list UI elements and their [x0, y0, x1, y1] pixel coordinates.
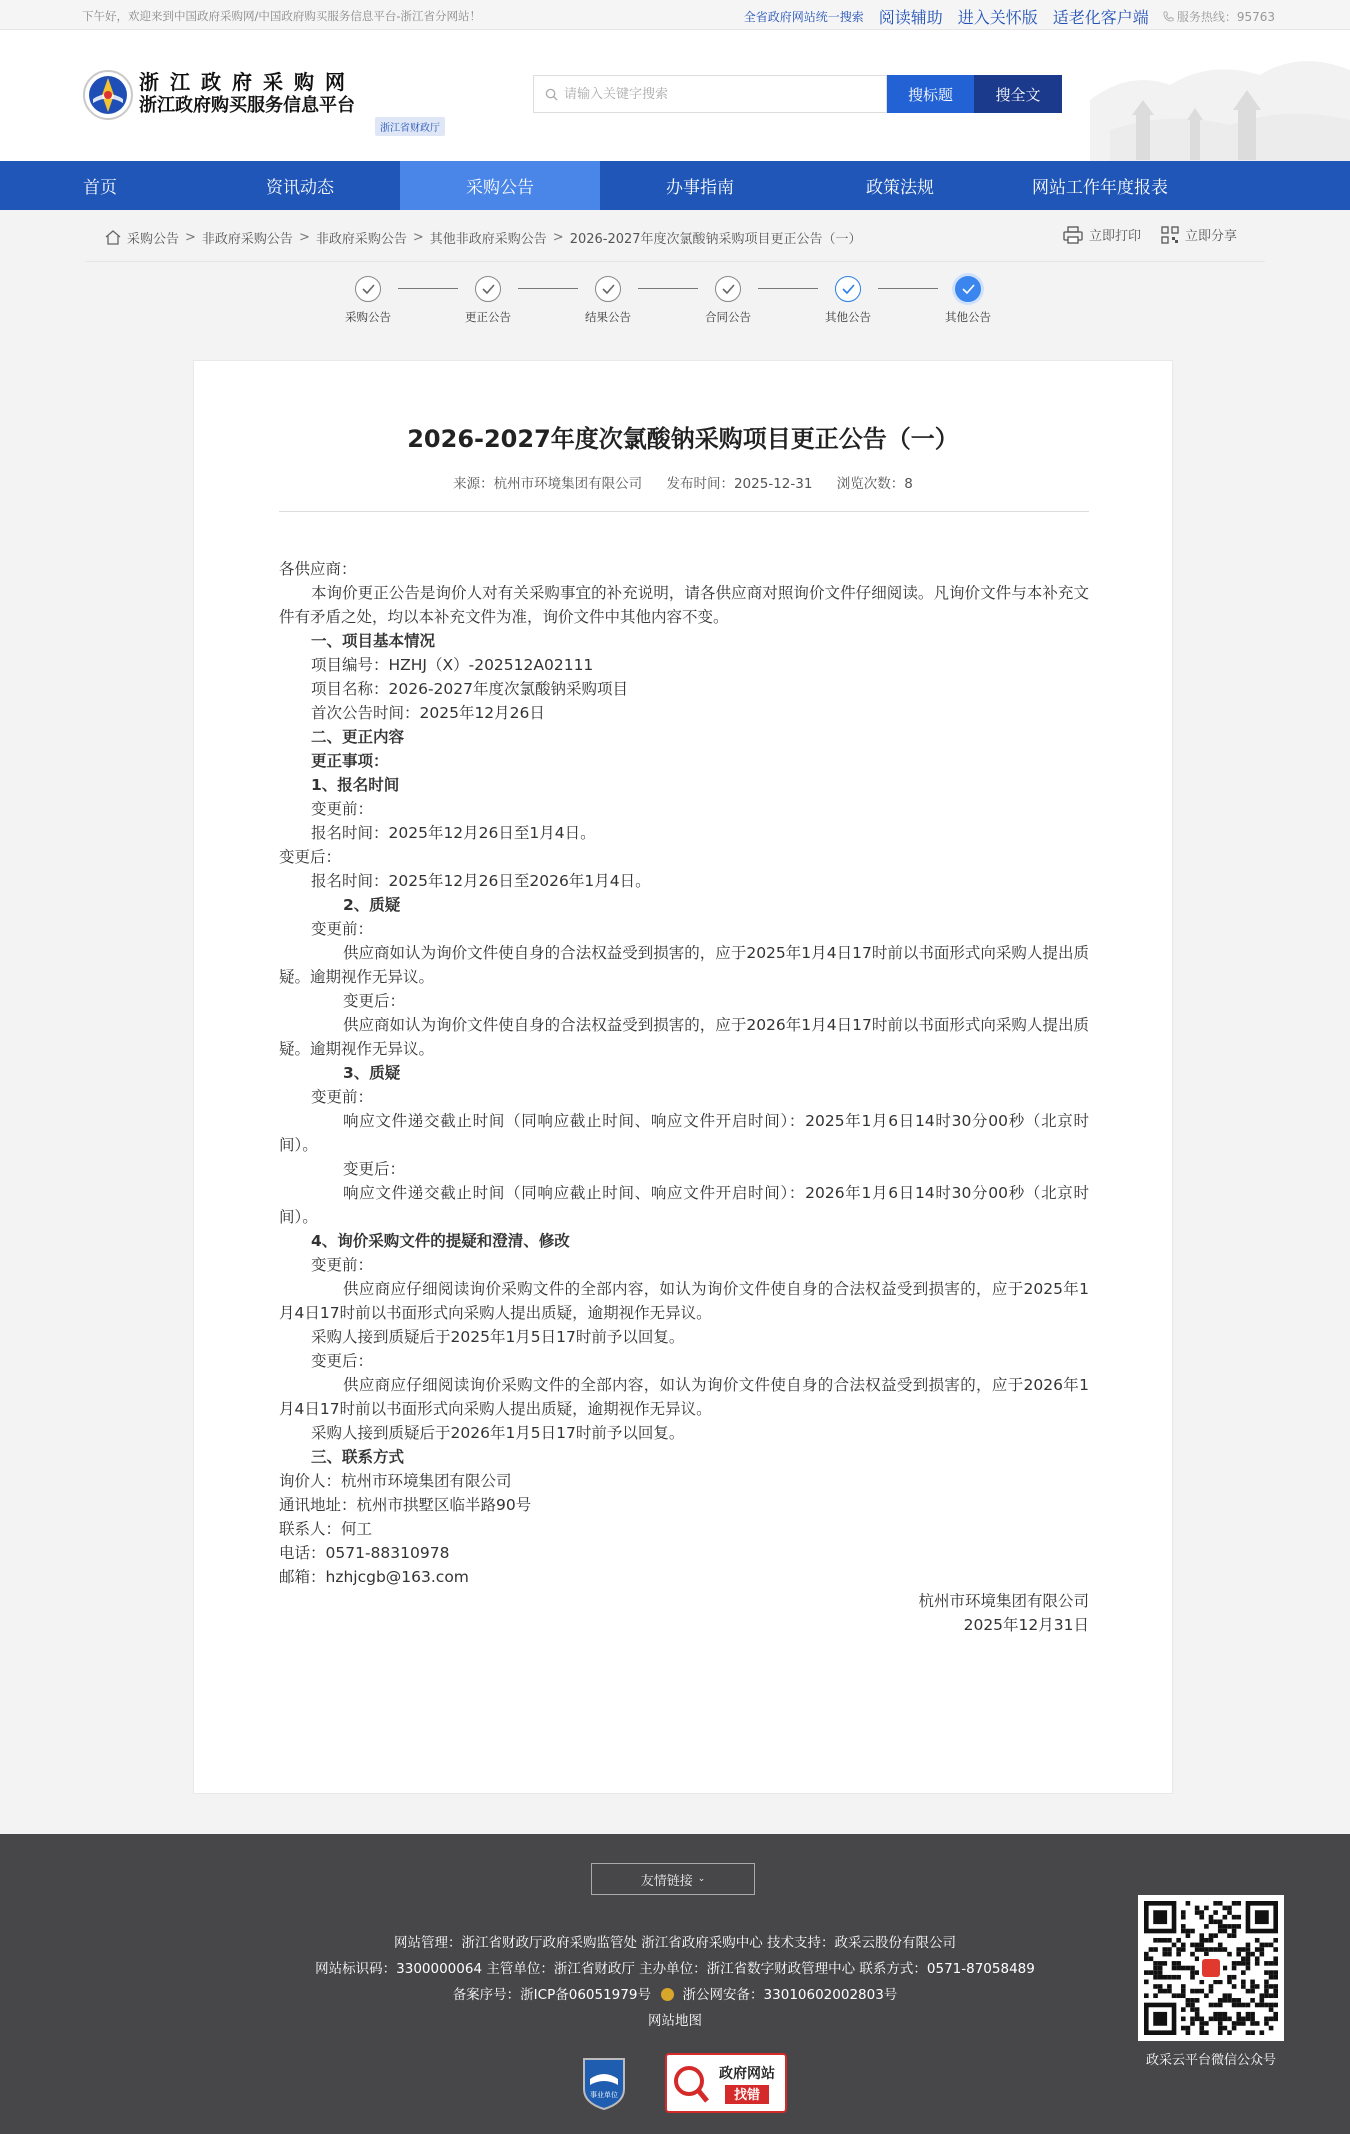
- divider: [279, 511, 1089, 512]
- step-1[interactable]: [328, 276, 408, 325]
- care-mode-link[interactable]: 进入关怀版: [957, 8, 1038, 27]
- share-button[interactable]: [1161, 225, 1237, 244]
- signature-date: 2025年12月31日: [963, 1616, 1089, 1634]
- item-heading: 4、询价采购文件的提疑和澄清、修改: [311, 1232, 570, 1250]
- welcome-text: 下午好，欢迎来到中国政府采购网/中国政府购买服务信息平台-浙江省分网站！: [82, 9, 482, 23]
- breadcrumb-current: 2026-2027年度次氯酸钠采购项目更正公告（一）: [569, 232, 862, 247]
- site-header: [0, 30, 1350, 161]
- article-views: 浏览次数：8: [836, 476, 913, 492]
- body-paragraph: 本询价更正公告是询价人对有关采购事宜的补充说明，请各供应商对照询价文件仔细阅读。凡询价文件与本补充文件有矛盾之处，均以本补充文件为准，询价文件中其他内容不变。: [279, 584, 1089, 626]
- public-institution-badge[interactable]: [580, 2055, 628, 2111]
- pagoda-scenery-image: [1090, 30, 1350, 161]
- top-links: [729, 5, 1275, 28]
- badge2-line2: 找错: [733, 2088, 761, 2103]
- section-heading: 三、联系方式: [311, 1448, 405, 1466]
- step-3[interactable]: [568, 276, 648, 325]
- check-icon: [355, 276, 381, 302]
- qr-code-image: [1144, 1901, 1278, 2035]
- article-publish-date: 发布时间：2025-12-31: [666, 476, 813, 492]
- body-paragraph: 供应商应仔细阅读询价采购文件的全部内容，如认为询价文件使自身的合法权益受到损害的，应于2025年1月4日17时前以书面形式向采购人提出质疑，逾期视作无异议。: [279, 1280, 1089, 1322]
- body-line: 变更前：: [311, 1256, 374, 1274]
- body-line: 变更后：: [279, 848, 342, 866]
- search-title-button[interactable]: 搜标题: [887, 75, 974, 113]
- search-input[interactable]: [564, 87, 864, 102]
- nav-news[interactable]: 资讯动态: [266, 178, 334, 198]
- step-label: 其他公告: [945, 310, 991, 324]
- hotline: [1163, 8, 1275, 25]
- article-title: 2026-2027年度次氯酸钠采购项目更正公告（一）: [407, 425, 959, 453]
- site-footer: [0, 1834, 1350, 2134]
- body-line: 采购人接到质疑后于2025年1月5日17时前予以回复。: [311, 1328, 685, 1346]
- top-bar: [0, 0, 1350, 30]
- contact-line: 电话：0571-88310978: [279, 1544, 450, 1562]
- breadcrumb-item[interactable]: 非政府采购公告: [315, 232, 407, 247]
- nav-home[interactable]: 首页: [83, 178, 117, 198]
- icp-link[interactable]: 备案序号：浙ICP备06051979号: [452, 1987, 651, 2003]
- step-label: 更正公告: [465, 310, 511, 324]
- main-nav: [0, 161, 1350, 210]
- body-line: 报名时间：2025年12月26日至2026年1月4日。: [311, 872, 651, 890]
- search-fulltext-button[interactable]: 搜全文: [974, 75, 1062, 113]
- signature-org: 杭州市环境集团有限公司: [918, 1592, 1089, 1610]
- print-button[interactable]: [1063, 225, 1141, 244]
- body-line: 变更后：: [311, 1352, 374, 1370]
- item-heading: 1、报名时间: [311, 776, 400, 794]
- print-label: 立即打印: [1088, 229, 1141, 244]
- body-line: 项目编号：HZHJ（X）-202512A02111: [311, 656, 594, 674]
- body-paragraph: 供应商如认为询价文件使自身的合法权益受到损害的，应于2025年1月4日17时前以书面形式向采购人提出质疑。逾期视作无异议。: [279, 944, 1089, 986]
- body-line: 更正事项：: [311, 752, 389, 770]
- nav-annual-report[interactable]: 网站工作年度报表: [1032, 178, 1168, 198]
- body-line: 变更前：: [311, 1088, 374, 1106]
- contact-line: 联系人：何工: [279, 1520, 373, 1538]
- police-badge-icon: [661, 1988, 674, 2001]
- friend-links-label: 友情链接: [640, 1873, 693, 1889]
- step-label: 采购公告: [345, 310, 391, 324]
- breadcrumb-trail: 采购公告 > 非政府采购公告 > 非政府采购公告 > 其他非政府采购公告 > 2026-2027年度次氯酸钠采购项目更正公告（一）: [105, 228, 868, 247]
- search-box: [533, 75, 887, 113]
- printer-icon: [1063, 226, 1083, 244]
- body-line: 变更前：: [311, 800, 374, 818]
- body-line: 采购人接到质疑后于2026年1月5日17时前予以回复。: [311, 1424, 685, 1442]
- site-name-line1: 浙江政府采购网: [139, 70, 356, 94]
- check-icon: [475, 276, 501, 302]
- body-paragraph: 响应文件递交截止时间（同响应截止时间、响应文件开启时间）：2026年1月6日14时30分00秒（北京时间）。: [279, 1184, 1089, 1226]
- chevron-down-icon: ⌄: [697, 1874, 706, 1884]
- body-paragraph: 供应商如认为询价文件使自身的合法权益受到损害的，应于2026年1月4日17时前以书面形式向采购人提出质疑。逾期视作无异议。: [279, 1016, 1089, 1058]
- body-line: 报名时间：2025年12月26日至1月4日。: [311, 824, 596, 842]
- elderly-client-link[interactable]: 适老化客户端: [1052, 8, 1149, 27]
- footer-line: 网站管理：浙江省财政厅政府采购监管处 浙江省政府采购中心 技术支持：政采云股份有限公司: [393, 1935, 957, 1951]
- breadcrumb-item[interactable]: 非政府采购公告: [201, 232, 293, 247]
- search-icon: [545, 88, 558, 101]
- nav-policy[interactable]: 政策法规: [866, 178, 934, 198]
- dept-badge: 浙江省财政厅: [375, 117, 445, 136]
- step-label: 合同公告: [705, 310, 751, 324]
- friend-links-dropdown[interactable]: [591, 1863, 755, 1895]
- step-label: 结果公告: [585, 310, 631, 324]
- share-label: 立即分享: [1184, 229, 1237, 244]
- site-name: [139, 70, 356, 118]
- gov-site-error-report-badge[interactable]: [665, 2053, 787, 2113]
- body-line: 首次公告时间：2025年12月26日: [311, 704, 545, 722]
- phone-icon: [1163, 11, 1174, 22]
- unified-search-link[interactable]: 全省政府网站统一搜索: [743, 10, 864, 24]
- body-paragraph: 供应商应仔细阅读询价采购文件的全部内容，如认为询价文件使自身的合法权益受到损害的，应于2026年1月4日17时前以书面形式向采购人提出质疑，逾期视作无异议。: [279, 1376, 1089, 1418]
- body-line: 变更前：: [311, 920, 374, 938]
- error-report-icon: [667, 2055, 785, 2111]
- sitemap-link[interactable]: 网站地图: [648, 2013, 702, 2029]
- body-line: 项目名称：2026-2027年度次氯酸钠采购项目: [311, 680, 628, 698]
- article-body: [279, 557, 1089, 1637]
- contact-line: 询价人：杭州市环境集团有限公司: [279, 1472, 512, 1490]
- process-steps: [85, 262, 1265, 362]
- qr-caption: 政采云平台微信公众号: [1145, 2053, 1276, 2068]
- step-4[interactable]: [688, 276, 768, 325]
- site-logo-icon[interactable]: [82, 69, 134, 121]
- check-icon: [595, 276, 621, 302]
- item-heading: 2、质疑: [343, 896, 401, 914]
- contact-line: 通讯地址：杭州市拱墅区临半路90号: [279, 1496, 532, 1514]
- breadcrumb-item[interactable]: 采购公告: [127, 232, 180, 247]
- step-label: 其他公告: [825, 310, 871, 324]
- body-line: 各供应商：: [279, 560, 357, 578]
- reading-aid-link[interactable]: 阅读辅助: [878, 8, 943, 27]
- nav-guide[interactable]: 办事指南: [666, 178, 734, 198]
- article-meta: [194, 472, 1172, 492]
- step-2[interactable]: [448, 276, 528, 325]
- article-card: [193, 360, 1173, 1794]
- check-icon: [955, 276, 981, 302]
- breadcrumb-item[interactable]: 其他非政府采购公告: [429, 232, 547, 247]
- police-record-link[interactable]: 浙公网安备：33010602002803号: [682, 1987, 898, 2003]
- badge2-line1: 政府网站: [719, 2066, 775, 2082]
- hotline-text: 服务热线：95763: [1176, 10, 1275, 24]
- body-paragraph: 响应文件递交截止时间（同响应截止时间、响应文件开启时间）：2025年1月6日14时30分00秒（北京时间）。: [279, 1112, 1089, 1154]
- qr-share-icon: [1161, 226, 1179, 244]
- search-bar: [533, 75, 1062, 113]
- badge1-text: 事业单位: [590, 2091, 618, 2099]
- step-5[interactable]: [808, 276, 888, 325]
- home-icon[interactable]: [105, 230, 121, 245]
- check-icon: [835, 276, 861, 302]
- section-heading: 二、更正内容: [311, 728, 405, 746]
- step-6[interactable]: [928, 276, 1008, 325]
- footer-line: 网站标识码：3300000064 主管单位：浙江省财政厅 主办单位：浙江省数字财政管理中心 联系方式：0571-87058489: [315, 1961, 1035, 1977]
- nav-procurement[interactable]: 采购公告: [400, 161, 600, 210]
- item-heading: 3、质疑: [343, 1064, 401, 1082]
- section-heading: 一、项目基本情况: [311, 632, 436, 650]
- body-line: 变更后：: [343, 992, 406, 1010]
- article-source: 来源：杭州市环境集团有限公司: [453, 476, 643, 492]
- check-icon: [715, 276, 741, 302]
- page-tools: [1043, 225, 1237, 244]
- contact-email: 邮箱：hzhjcgb@163.com: [279, 1568, 469, 1586]
- institution-shield-icon: [580, 2055, 628, 2111]
- site-name-line2: 浙江政府购买服务信息平台: [139, 95, 355, 116]
- breadcrumb: [85, 210, 1265, 262]
- body-line: 变更后：: [343, 1160, 406, 1178]
- wechat-qr-code: [1138, 1895, 1284, 2041]
